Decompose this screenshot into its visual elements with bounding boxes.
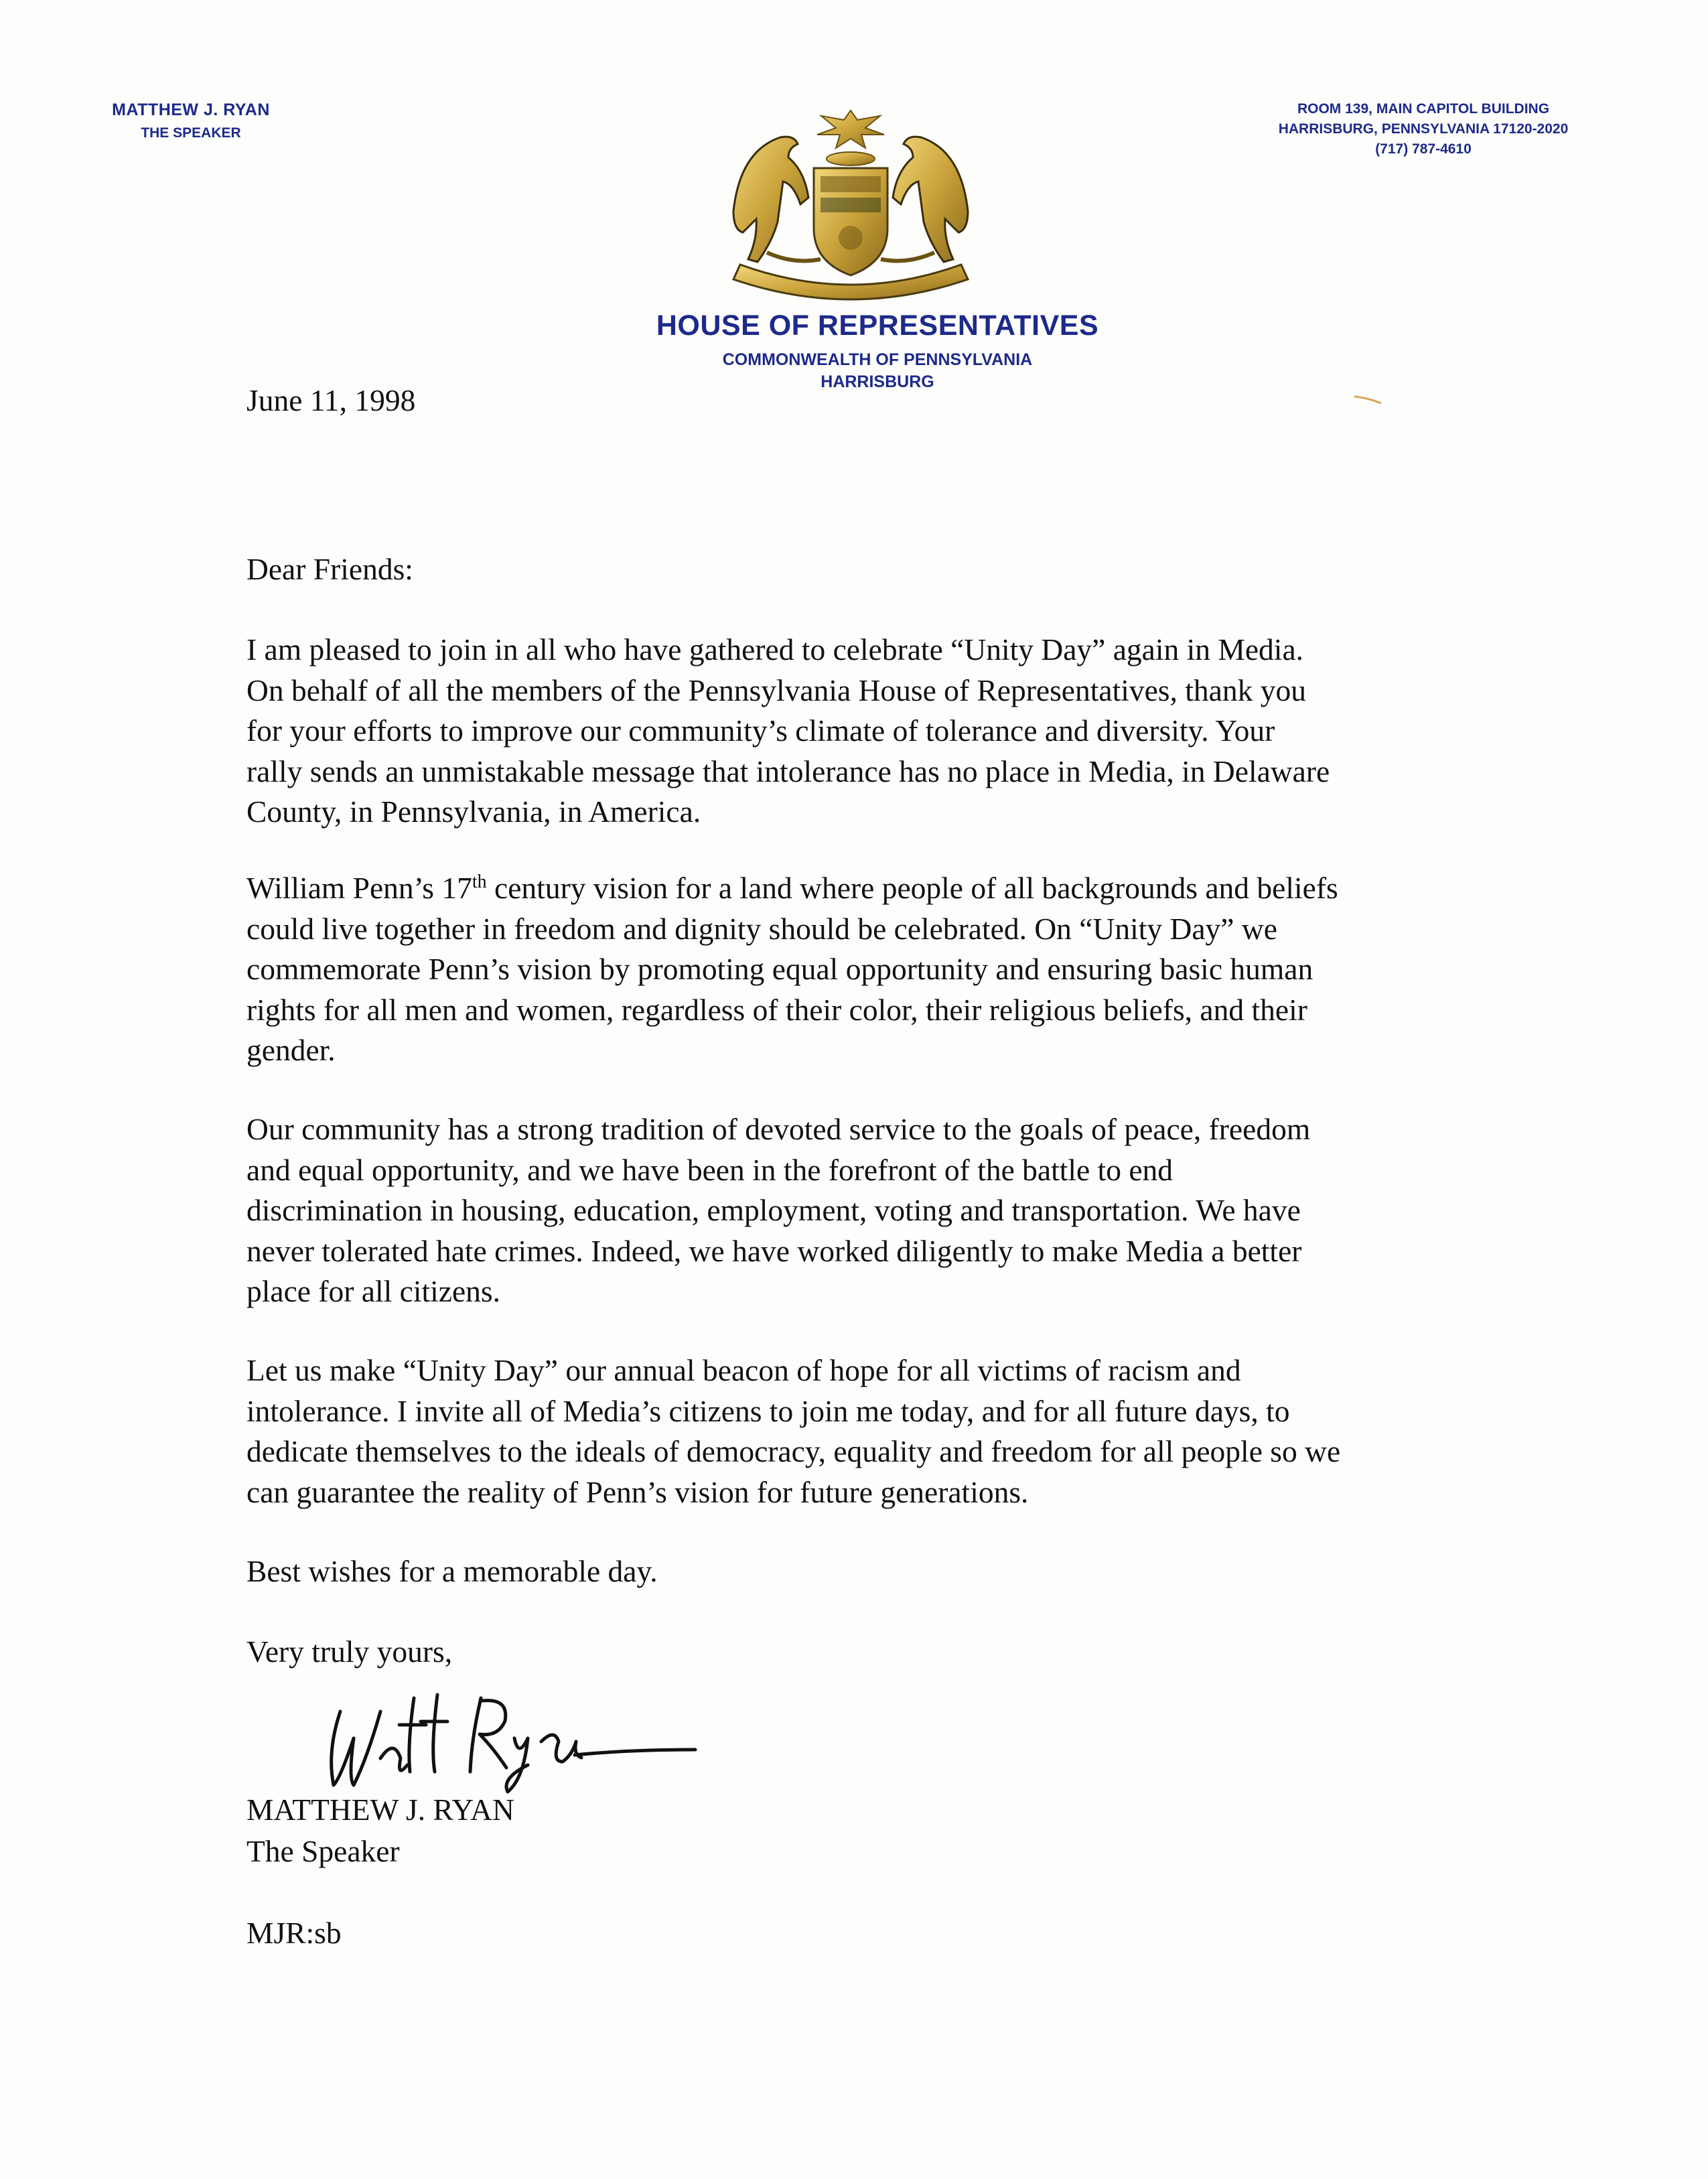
letterhead-phone: (717) 787-4610 bbox=[1375, 141, 1472, 157]
signer-name: MATTHEW J. RYAN bbox=[246, 1793, 514, 1827]
letter-paragraph-1: I am pleased to join in all who have gathered to celebrate “Unity Day” again in Media. On behalf of all the members of the Pennsylvania House of Representatives, thank you for your efforts to improve our community’s climate of tolerance and diversity. Your rally sends an unmistakable message that intolerance has no place in Media, in Delaware County, in Pennsylvania, in America. bbox=[246, 632, 1330, 829]
reference-initials: MJR:sb bbox=[246, 1916, 342, 1950]
letter-paragraph-3: Our community has a strong tradition of devoted service to the goals of peace, freedom and equal opportunity, and we have been in the forefront of the battle to end discrimination in housing, education, employment, voting and transportation. We have never tolerated hate crimes. Indeed, we have worked diligently to make Media a better place for all citizens. bbox=[246, 1112, 1311, 1308]
letterhead-house-block bbox=[469, 309, 1286, 392]
letter-paragraph-2 bbox=[246, 868, 1472, 1071]
letter-date: June 11, 1998 bbox=[246, 383, 416, 417]
pennsylvania-coat-of-arms-icon bbox=[693, 104, 1008, 305]
letterhead-city: HARRISBURG bbox=[821, 372, 934, 391]
letterhead-commonwealth: COMMONWEALTH OF PENNSYLVANIA bbox=[722, 350, 1033, 369]
letterhead-speaker-name: MATTHEW J. RYAN bbox=[112, 100, 270, 119]
letterhead-speaker-title: THE SPEAKER bbox=[141, 125, 241, 141]
letterhead-house-title: HOUSE OF REPRESENTATIVES bbox=[656, 309, 1099, 342]
letterhead-address-block bbox=[1242, 99, 1604, 159]
letter-paragraph-5: Best wishes for a memorable day. bbox=[246, 1554, 658, 1588]
letter-salutation: Dear Friends: bbox=[246, 552, 413, 586]
ordinal-suffix: th bbox=[472, 871, 487, 892]
signer-title: The Speaker bbox=[246, 1834, 400, 1868]
letter-paragraph-4: Let us make “Unity Day” our annual beacon of hope for all victims of racism and intolerance. I invite all of Media’s citizens to join me today, and for all future days, to dedicate themselves to the ideals of democracy, equality and freedom for all people so we can guarantee the reality of Penn’s vision for future generations. bbox=[246, 1353, 1341, 1509]
letter-closing: Very truly yours, bbox=[246, 1634, 453, 1669]
letterhead-address-line1: ROOM 139, MAIN CAPITOL BUILDING bbox=[1297, 101, 1550, 117]
letter-paragraph-2-text: William Penn’s 17th century vision for a land where people of all backgrounds and beliefs could live together in freedom and dignity should be celebrated. On “Unity Day” we commemorate Penn’s vision by promoting equal opportunity and ensuring basic human rights for all men and women, regardless of their color, their religious beliefs, and their gender. bbox=[246, 871, 1338, 1067]
letterhead-address-line2: HARRISBURG, PENNSYLVANIA 17120-2020 bbox=[1278, 121, 1569, 137]
letterhead-speaker-block bbox=[94, 100, 288, 141]
handwritten-signature bbox=[313, 1685, 709, 1799]
